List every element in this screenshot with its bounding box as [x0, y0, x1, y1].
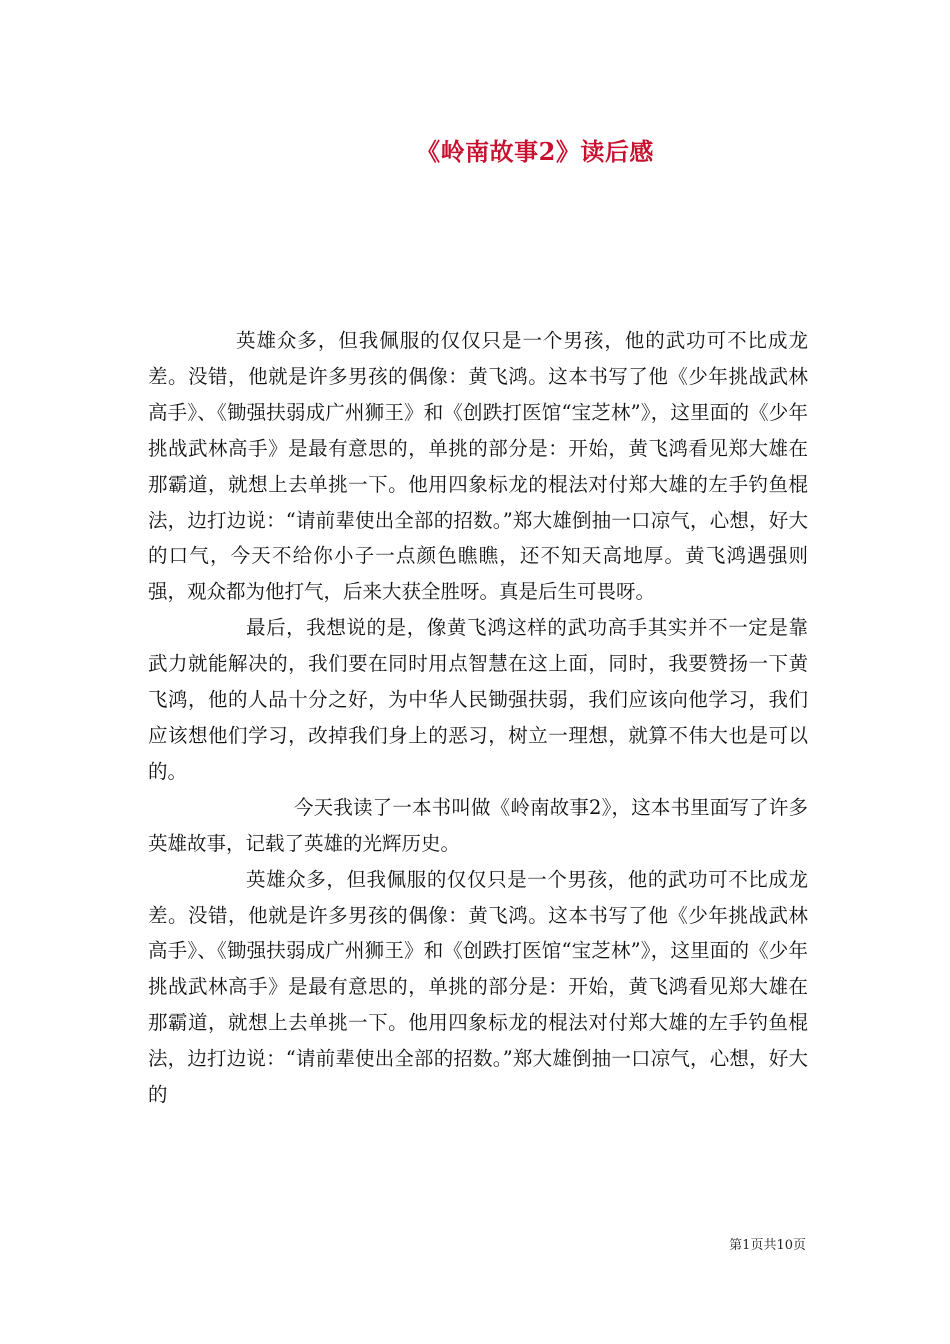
paragraph-2: 最后，我想说的是，像黄飞鸿这样的武功高手其实并不一定是靠武力就能解决的，我们要在同时用点智慧在这上面，同时，我要赞扬一下黄飞鸿，他的人品十分之好，为中华人民锄强扶弱，我们应该向他学习，我们应该想他们学习，改掉我们身上的恶习，树立一理想，就算不伟大也是可以的。 — [148, 616, 808, 783]
page-number-footer: 第1页共10页 — [729, 1238, 806, 1253]
document-title: 《岭南故事2》读后感 — [416, 137, 654, 166]
paragraph-3: 今天我读了一本书叫做《岭南故事2》，这本书里面写了许多英雄故事，记载了英雄的光辉历史。 — [148, 795, 808, 855]
paragraph-4: 英雄众多，但我佩服的仅仅只是一个男孩，他的武功可不比成龙差。没错，他就是许多男孩的偶像：黄飞鸿。这本书写了他《少年挑战武林高手》、《锄强扶弱成广州狮王》和《创跌打医馆“宝芝林”》，这里面的《少年挑战武林高手》是最有意思的，单挑的部分是：开始，黄飞鸿看见郑大雄在那霸道，就想上去单挑一下。他用四象标龙的棍法对付郑大雄的左手钓鱼棍法，边打边说：“请前辈使出全部的招数。”郑大雄倒抽一口凉气，心想，好大的 — [148, 867, 808, 1107]
document-body — [148, 323, 808, 1113]
paragraph-1: 英雄众多，但我佩服的仅仅只是一个男孩，他的武功可不比成龙差。没错，他就是许多男孩的偶像：黄飞鸿。这本书写了他《少年挑战武林高手》、《锄强扶弱成广州狮王》和《创跌打医馆“宝芝林”》，这里面的《少年挑战武林高手》是最有意思的，单挑的部分是：开始，黄飞鸿看见郑大雄在那霸道，就想上去单挑一下。他用四象标龙的棍法对付郑大雄的左手钓鱼棍法，边打边说：“请前辈使出全部的招数。”郑大雄倒抽一口凉气，心想，好大的口气，今天不给你小子一点颜色瞧瞧，还不知天高地厚。黄飞鸿遇强则强，观众都为他打气，后来大获全胜呀。真是后生可畏呀。 — [148, 329, 808, 604]
